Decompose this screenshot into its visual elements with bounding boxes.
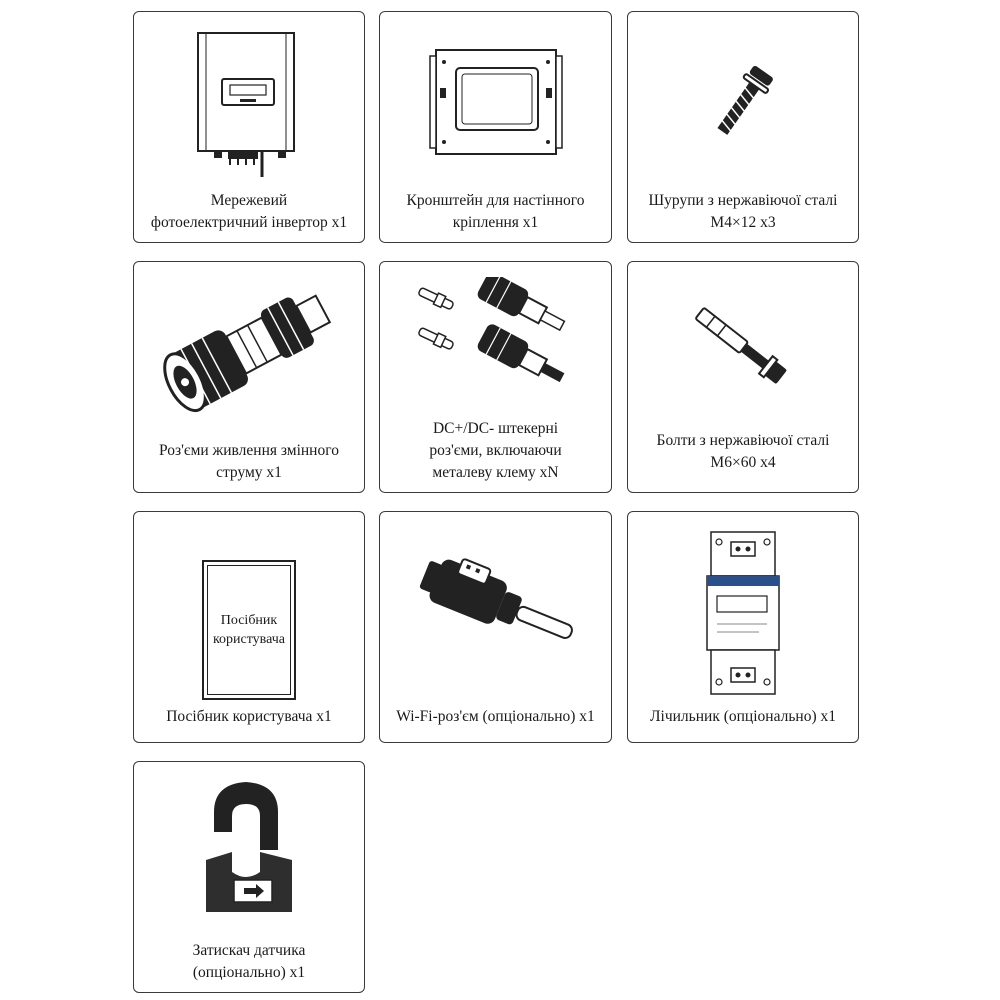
item-card-manual — [133, 511, 365, 743]
ct-clamp-icon — [134, 762, 364, 932]
item-caption: Болти з нержавіючої сталі M6×60 x4 — [656, 432, 830, 471]
item-card-inverter — [133, 11, 365, 243]
manual-icon — [134, 540, 364, 720]
item-card-ac-connector — [133, 261, 365, 493]
screw-icon — [628, 12, 858, 192]
item-card-screws — [627, 11, 859, 243]
wall-bracket-icon — [380, 12, 611, 192]
dc-connectors-icon — [380, 262, 611, 412]
item-card-ct-clamp — [133, 761, 365, 993]
item-caption: Посібник користувача x1 — [166, 708, 332, 725]
meter-icon — [628, 518, 858, 708]
item-card-dc-connectors — [379, 261, 612, 493]
ac-connector-icon — [134, 262, 364, 432]
item-caption: Роз'єми живлення змінного струму x1 — [159, 442, 339, 481]
item-caption: Кронштейн для настінного кріплення x1 — [406, 192, 585, 231]
item-caption: Шурупи з нержавіючої сталі M4×12 x3 — [648, 192, 838, 231]
item-caption: Затискач датчика (опціонально) x1 — [192, 942, 306, 981]
manual-cover-title: Посібник — [220, 613, 278, 628]
expansion-bolt-icon — [628, 262, 858, 432]
item-card-wifi — [379, 511, 612, 743]
item-caption: Лічильник (опціонально) x1 — [650, 708, 836, 725]
item-card-meter — [627, 511, 859, 743]
manual-cover-subtitle: користувача — [212, 632, 286, 647]
item-card-wall-bracket — [379, 11, 612, 243]
item-caption: DC+/DC- штекерні роз'єми, включаючи металеву клему xN — [429, 420, 562, 481]
wifi-dongle-icon — [380, 512, 611, 702]
inverter-icon — [134, 12, 364, 192]
item-card-bolts — [627, 261, 859, 493]
item-caption: Мережевий фотоелектричний інвертор x1 — [150, 192, 348, 231]
item-caption: Wi-Fi-роз'єм (опціонально) x1 — [396, 708, 595, 725]
